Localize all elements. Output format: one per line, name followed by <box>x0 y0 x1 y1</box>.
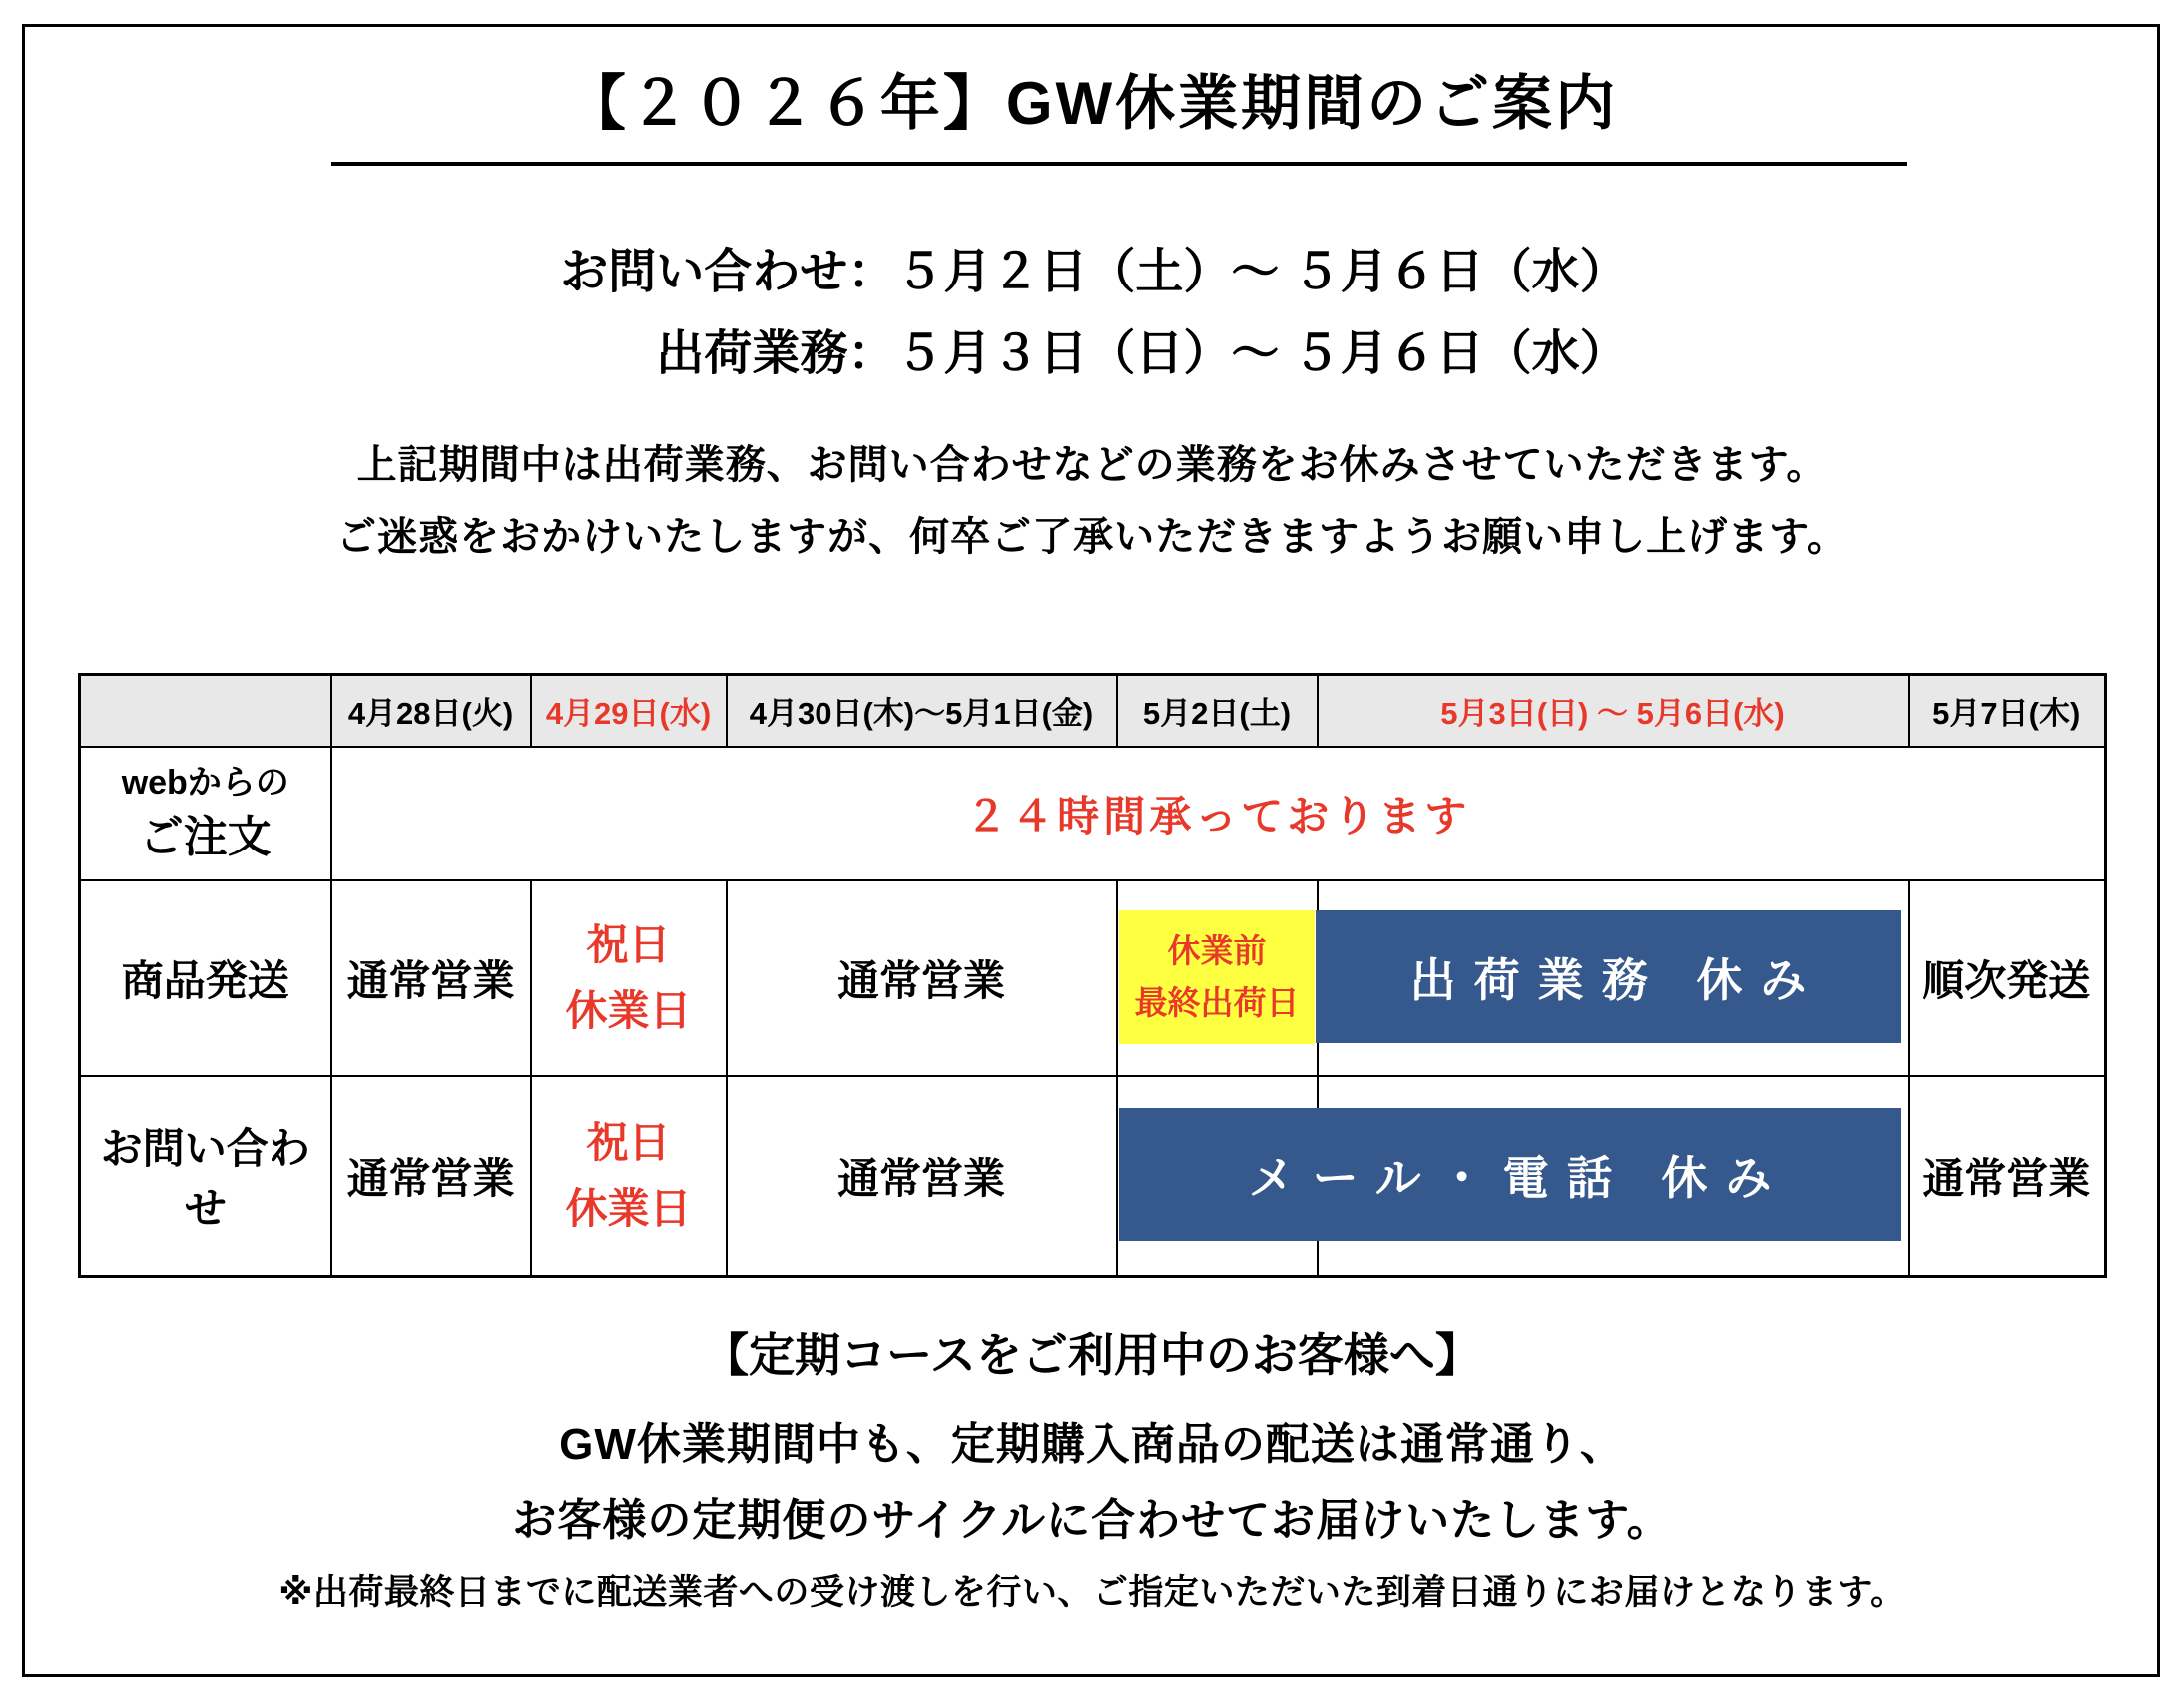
cell-inquiry-apr28: 通常営業 <box>331 1076 531 1277</box>
highlight-line1: 休業前 <box>1167 932 1267 969</box>
row-label-line2: ご注文 <box>139 812 272 861</box>
cell-inquiry-apr29 <box>531 1076 727 1277</box>
holiday-table-container <box>78 673 2114 1284</box>
schedule-label: お問い合わせ <box>560 245 848 298</box>
schedule-label: 出荷業務 <box>656 326 848 380</box>
row-label-line1: webからの <box>121 763 289 802</box>
header-cell-may3-6: 5月3日(日) ～ 5月6日(水) <box>1318 675 1909 747</box>
footer-heading: 【定期コースをご利用中のお客様へ】 <box>703 1329 1481 1381</box>
schedule-line-inquiry <box>556 226 1627 307</box>
row-label-inquiry: お問い合わせ <box>80 1076 331 1277</box>
schedule-colon: ： <box>847 245 896 298</box>
highlight-line2: 最終出荷日 <box>1134 984 1300 1021</box>
row-label-shipping: 商品発送 <box>80 880 331 1076</box>
holiday-notice-text <box>0 429 2184 573</box>
header-cell-apr28: 4月28日(火) <box>331 675 531 747</box>
footer-line-2: お客様の定期便のサイクルに合わせてお届けいたします。 <box>512 1496 1672 1545</box>
table-header-row <box>80 675 2106 747</box>
schedule-value: ５月３日（日）～ ５月６日（水） <box>895 326 1628 380</box>
holiday-closed-line1: 祝日 <box>586 1118 671 1166</box>
header-cell-may7: 5月7日(木) <box>1909 675 2106 747</box>
cell-inquiry-may7: 通常営業 <box>1909 1076 2106 1277</box>
title-underline <box>331 162 1907 166</box>
schedule-colon: ： <box>847 326 896 380</box>
cell-shipping-apr29 <box>531 880 727 1076</box>
schedule-line-shipping <box>556 307 1627 389</box>
holiday-schedule <box>0 226 2184 389</box>
header-cell-apr30-may1: 4月30日(木)～5月1日(金) <box>727 675 1117 747</box>
cell-shipping-apr30-may1: 通常営業 <box>727 880 1117 1076</box>
notice-line-1: 上記期間中は出荷業務、お問い合わせなどの業務をお休みさせていただきます。 <box>356 443 1828 487</box>
cell-shipping-apr28: 通常営業 <box>331 880 531 1076</box>
table-row-web-order <box>80 747 2106 880</box>
cell-web-order-open: ２４時間承っております <box>331 747 2106 880</box>
notice-line-2: ご迷惑をおかけいたしますが、何卒ご了承いただきますようお願い申し上げます。 <box>336 515 1848 559</box>
footer-note: ※出荷最終日までに配送業者への受け渡しを行い、ご指定いただいた到着日通りにお届けとなります。 <box>278 1573 1906 1612</box>
row-label-web-order <box>80 747 331 880</box>
holiday-closed-line1: 祝日 <box>586 920 671 968</box>
shipping-closed-banner: 出荷業務 休み <box>1316 910 1901 1043</box>
subscription-footer <box>0 1328 2184 1619</box>
cell-inquiry-apr30-may1: 通常営業 <box>727 1076 1117 1277</box>
holiday-closed-line2: 休業日 <box>565 986 692 1034</box>
header-cell-empty <box>80 675 331 747</box>
header-cell-apr29: 4月29日(水) <box>531 675 727 747</box>
page-title: 【２０２６年】GW休業期間のご案内 <box>565 70 1619 137</box>
holiday-closed-line2: 休業日 <box>565 1184 692 1232</box>
schedule-value: ５月２日（土）～ ５月６日（水） <box>895 245 1628 298</box>
footer-line-1: GW休業期間中も、定期購入商品の配送は通常通り、 <box>559 1420 1625 1469</box>
cell-shipping-may7: 順次発送 <box>1909 880 2106 1076</box>
last-shipping-day-highlight <box>1119 910 1315 1044</box>
header-cell-may2: 5月2日(土) <box>1117 675 1318 747</box>
contact-closed-banner: メール・電話 休み <box>1119 1108 1901 1241</box>
